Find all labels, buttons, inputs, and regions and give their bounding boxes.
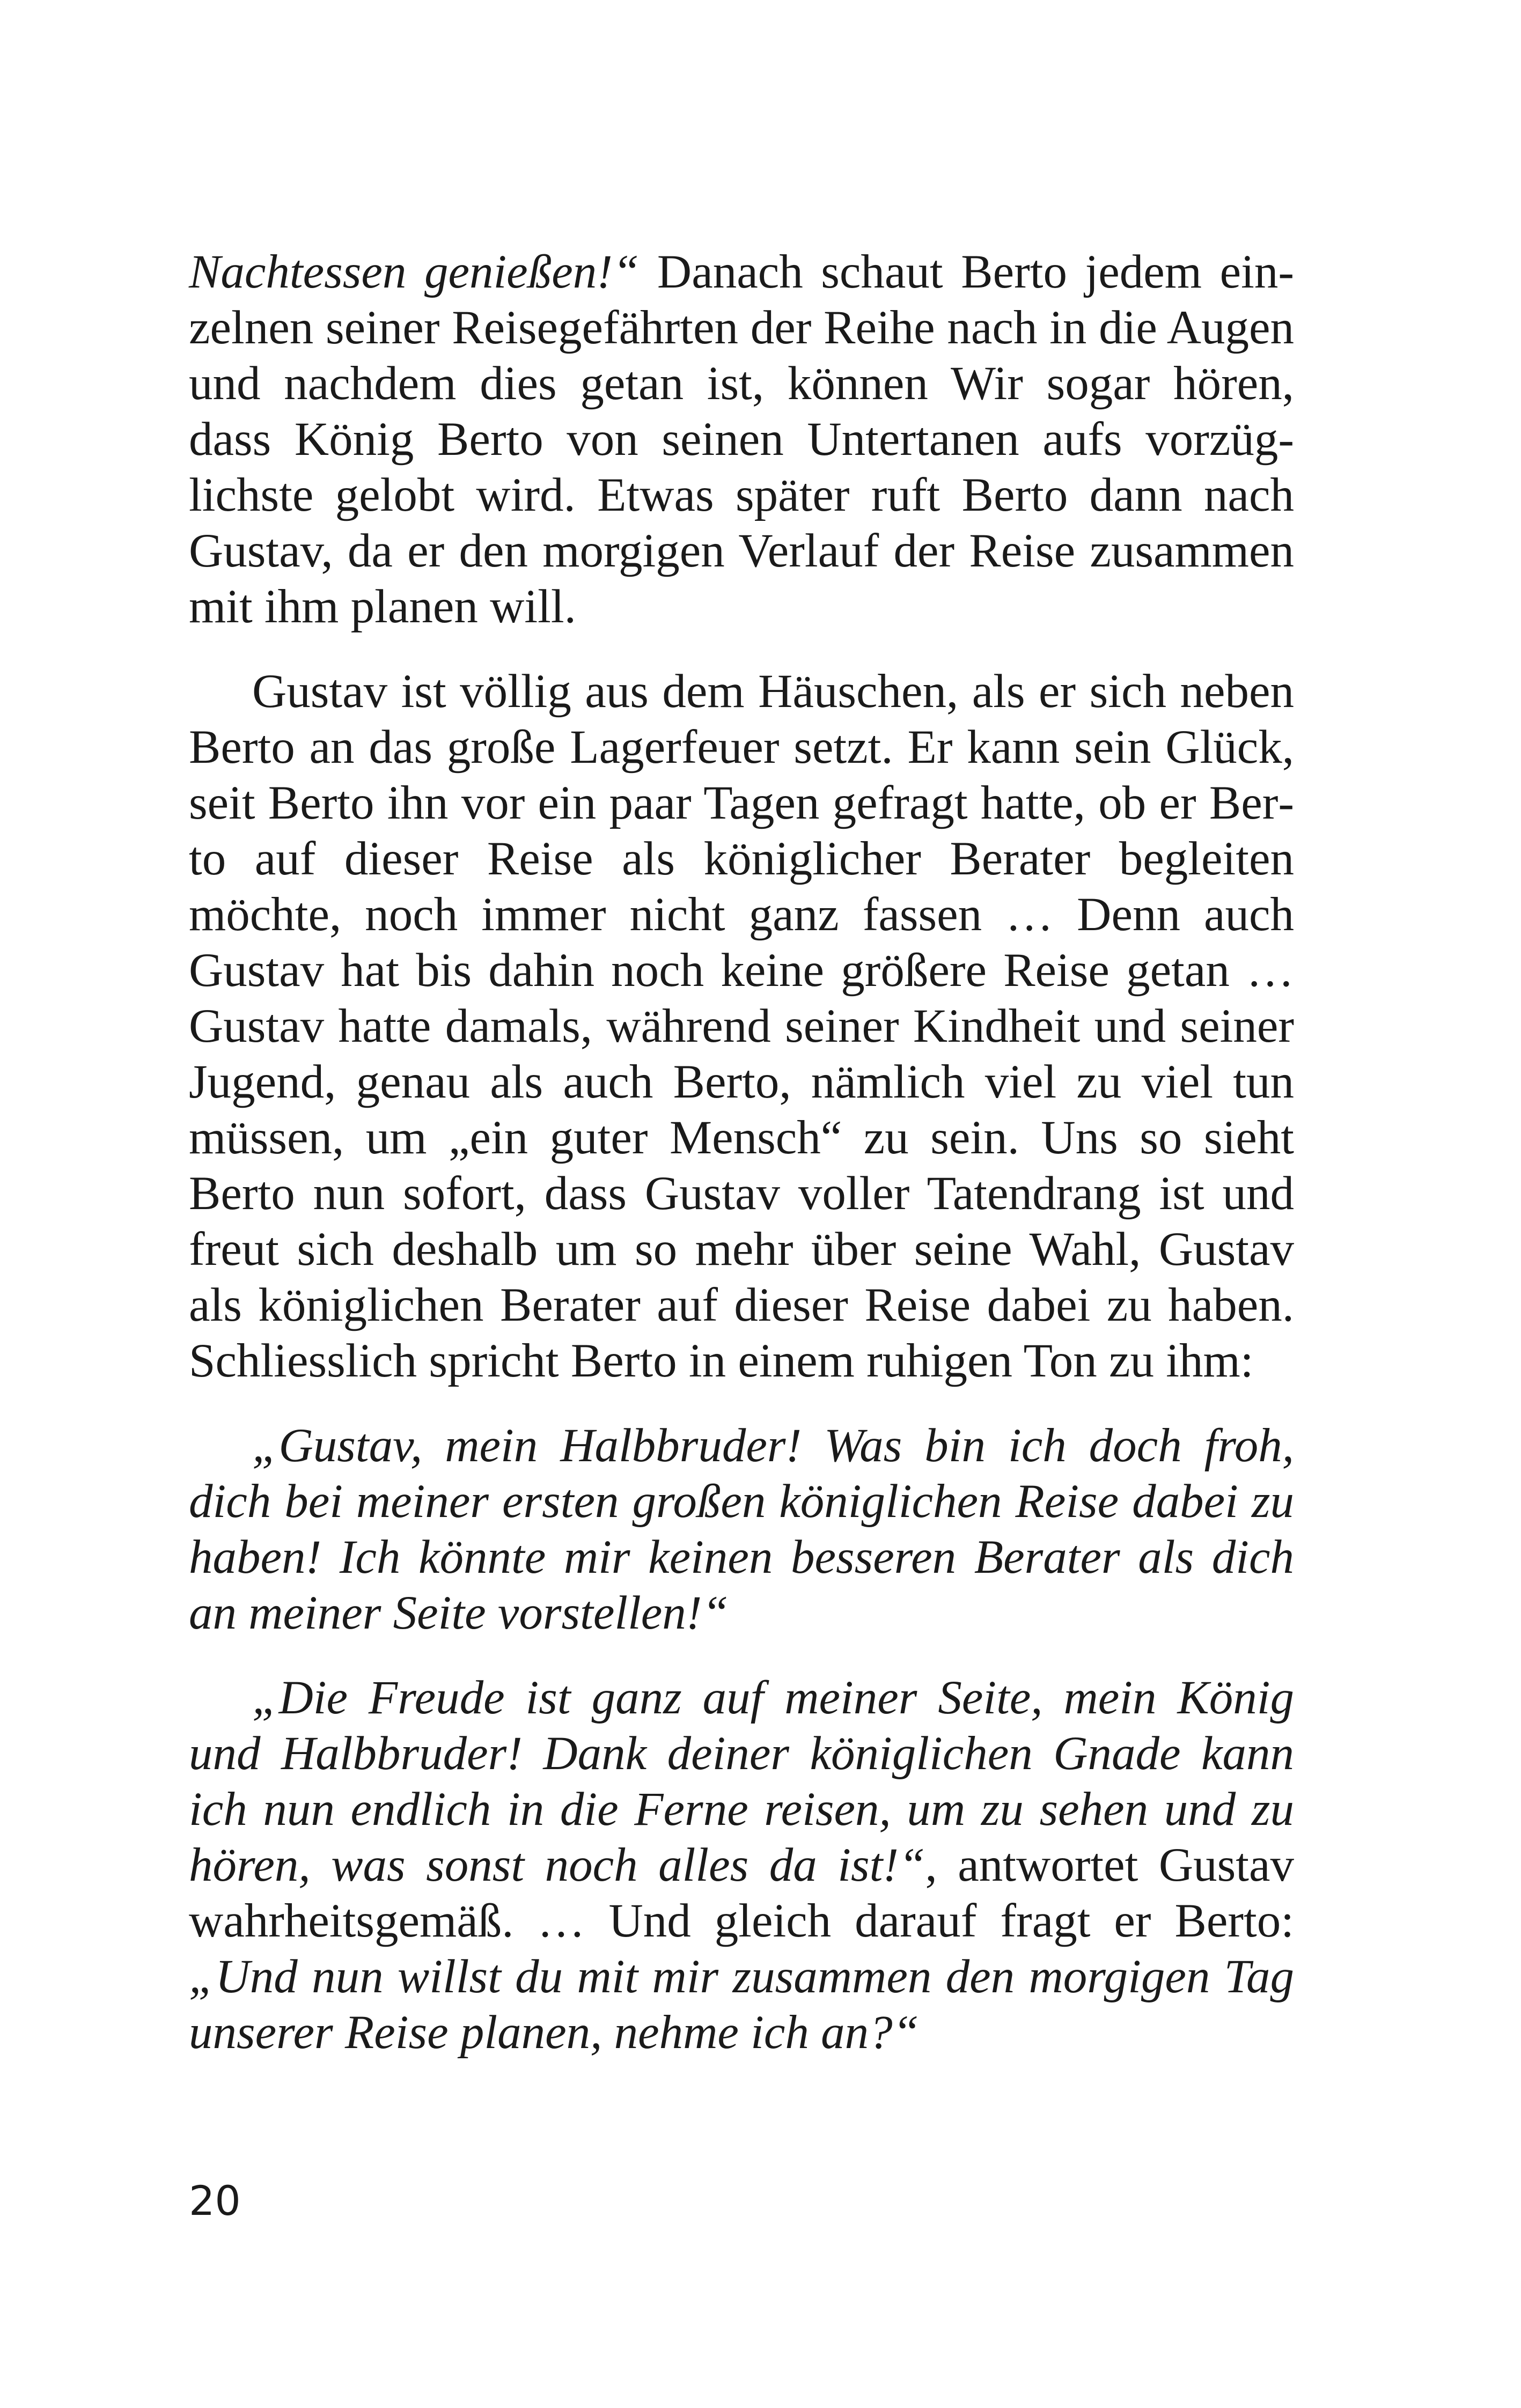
text-run: „Gustav, mein Halbbruder! Was bin ich doch froh, dich bei meiner ersten großen königlichen Reise dabei zu haben! Ich könnte mir keinen besseren Berater als dich an meiner Seite vorstellen!“ — [189, 1419, 1294, 1639]
text-run: , antwortet Gustav wahrheitsgemäß. … Und gleich darauf fragt er Berto: — [189, 1839, 1294, 1947]
text-run: Gustav ist völlig aus dem Häuschen, als er sich neben Berto an das große Lagerfeuer setzt. Er kann sein Glück, seit Berto ihn vor ein paar Tagen gefragt hatte, ob er Berto auf dieser Reise als königlicher Berater begleiten möchte, noch immer nicht ganz fassen … Denn auch Gustav hat bis dahin noch keine größere Reise getan … Gustav hatte damals, während seiner Kindheit und seiner Jugend, genau als auch Berto, nämlich viel zu viel tun müssen, um „ein guter Mensch“ zu sein. Uns so sieht Berto nun sofort, dass Gustav voller Tatendrang ist und freut sich deshalb um so mehr über seine Wahl, Gustav als königlichen Berater auf dieser Reise dabei zu haben. Schliesslich spricht Berto in einem ruhigen Ton zu ihm: — [189, 665, 1294, 1387]
paragraph-2 — [189, 664, 1294, 1389]
body-text — [189, 244, 1294, 2060]
paragraph-3-quote — [189, 1418, 1294, 1641]
text-run: „Und nun willst du mit mir zusammen den morgigen Tag unserer Reise planen, nehme ich an?“ — [189, 1950, 1294, 2059]
paragraph-4-dialogue — [189, 1670, 1294, 2060]
page-number: 20 — [189, 2177, 241, 2225]
text-run: Danach schaut Berto jedem einzelnen seiner Reisegefährten der Reihe nach in die Augen und nachdem dies getan ist, können Wir sogar hören, dass König Berto von seinen Untertanen aufs vorzüglichste gelobt wird. Etwas später ruft Berto dann nach Gustav, da er den morgigen Verlauf der Reise zusammen mit ihm planen will. — [189, 246, 1294, 633]
text-run: „Die Freude ist ganz auf meiner Seite, mein König und Halbbruder! Dank deiner königlichen Gnade kann ich nun endlich in die Ferne reisen, um zu sehen und zu hören, was sonst noch alles da ist!“ — [189, 1671, 1294, 1891]
text-run: Nachtessen genießen!“ — [189, 246, 640, 298]
paragraph-1 — [189, 244, 1294, 635]
